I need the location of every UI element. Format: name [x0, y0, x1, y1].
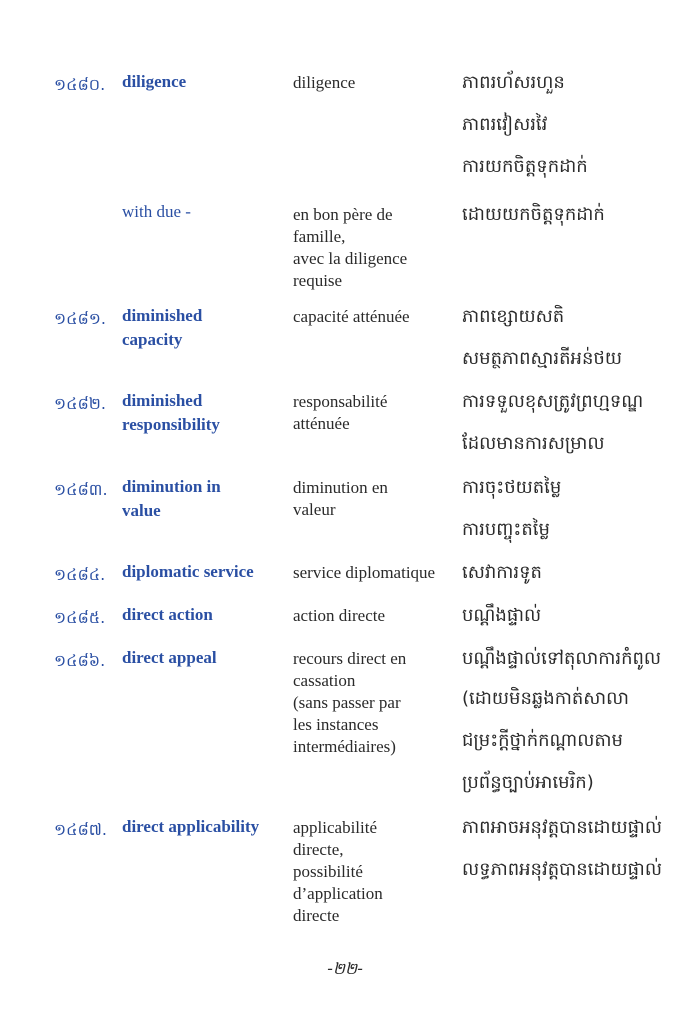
page-number: -២២- [327, 959, 363, 978]
entry-khmer: ដោយយកចិត្តទុកដាក់ [462, 204, 605, 225]
entry-french: diminution en valeur [293, 478, 388, 519]
entry-french: service diplomatique [293, 563, 436, 582]
entry-number: ១៤៨២. [54, 394, 106, 413]
entry-khmer: ភាពរវៀសរវៃ [462, 114, 548, 135]
entry-khmer: លទ្ធភាពអនុវត្តបានដោយផ្ទាល់ [462, 859, 662, 880]
entry-number: ១៤៨៧. [54, 820, 107, 839]
entry-number: ១៤៨៦. [54, 651, 106, 670]
entry-khmer: ភាពខ្សោយសតិ [462, 306, 565, 327]
entry-number: ១៤៨១. [54, 309, 106, 328]
entry-french: capacité atténuée [293, 307, 410, 326]
entry-term: diminution in value [122, 477, 221, 520]
entry-french: recours direct en cassation (sans passer par les instances intermédiaires) [293, 649, 407, 756]
entry-khmer: ការបញ្ចុះតម្លៃ [462, 519, 550, 540]
entry-french: diligence [293, 73, 356, 92]
entry-khmer: ប្រព័ន្ធច្បាប់អាមេរិក) [462, 772, 594, 793]
entry-term: diminished responsibility [122, 391, 220, 434]
entry-khmer: ភាពអាចអនុវត្តបានដោយផ្ទាល់ [462, 817, 662, 838]
entry-khmer: សមត្ថភាពស្មារតីអន់ថយ [462, 348, 622, 369]
entry-khmer: ភាពរហ័សរហួន [462, 72, 565, 93]
entry-number: ១៤៨៣. [54, 480, 108, 499]
entry-term: direct action [122, 605, 213, 624]
entry-khmer: ការចុះថយតម្លៃ [462, 477, 562, 498]
entry-khmer: ដែលមានការសម្រាល [462, 433, 605, 454]
entry-term: direct applicability [122, 817, 260, 836]
entry-khmer: ការយកចិត្តទុកដាក់ [462, 156, 588, 177]
entry-term: direct appeal [122, 648, 217, 667]
entry-number: ១៤៨៥. [54, 608, 106, 627]
entry-term: diplomatic service [122, 562, 254, 581]
entry-subterm: with due - [122, 202, 191, 221]
entry-french: applicabilité directe, possibilité d’application directe [293, 818, 383, 925]
entry-number: ១៤៨៤. [54, 565, 106, 584]
entry-khmer: ជម្រះក្ដីថ្នាក់កណ្ដាលតាម [462, 730, 623, 751]
entry-number: ១៤៨០. [54, 75, 106, 94]
entry-khmer: បណ្ដឹងផ្ទាល់ទៅតុលាការកំពូល [462, 648, 662, 669]
entry-khmer: ការទទួលខុសត្រូវព្រហ្មទណ្ឌ [462, 391, 644, 412]
entry-khmer: សេវាការទូត [462, 562, 542, 583]
entry-french: en bon père de famille, avec la diligence requise [293, 205, 408, 290]
entry-khmer: បណ្ដឹងផ្ទាល់ [462, 605, 542, 626]
entry-khmer: (ដោយមិនឆ្លងកាត់សាលា [462, 688, 629, 709]
entry-french: responsabilité atténuée [293, 392, 388, 433]
entry-term: diligence [122, 72, 187, 91]
entry-french: action directe [293, 606, 386, 625]
entry-term: diminished capacity [122, 306, 203, 349]
